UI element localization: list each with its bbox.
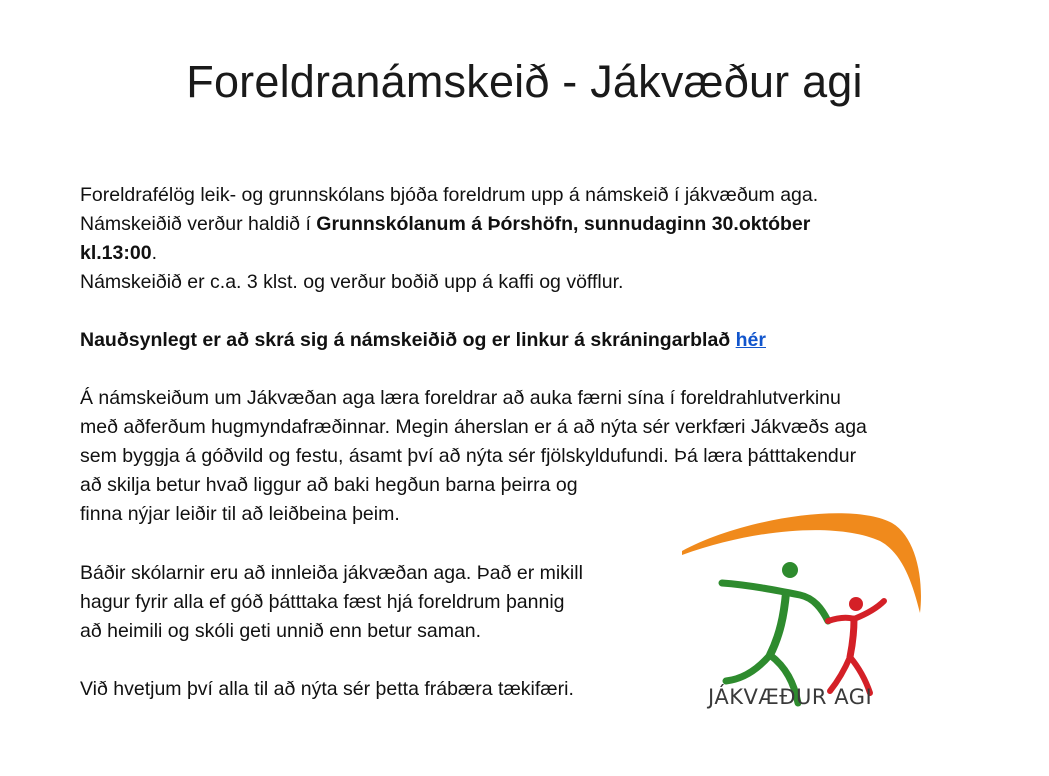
- description-line-4: að skilja betur hvað liggur að baki hegðun barna þeirra og: [80, 474, 578, 496]
- intro-time: kl.13:00: [80, 242, 152, 264]
- intro-line-1: Foreldrafélög leik- og grunnskólans bjóða foreldrum upp á námskeið í jákvæðum aga.: [80, 184, 819, 206]
- registration-paragraph: [80, 326, 980, 355]
- intro-time-suffix: .: [151, 242, 157, 264]
- page-title: Foreldranámskeið - Jákvæður agi: [186, 56, 863, 107]
- schools-line-2: hagur fyrir alla ef góð þátttaka fæst hjá foreldrum þannig: [80, 591, 565, 613]
- registration-text: Nauðsynlegt er að skrá sig á námskeiðið og er linkur á skráningarblað: [80, 329, 736, 351]
- schools-paragraph: [80, 559, 680, 646]
- registration-link[interactable]: hér: [735, 329, 766, 351]
- logo-adult-figure: [722, 562, 828, 703]
- description-line-2: með aðferðum hugmyndafræðinnar. Megin áherslan er á að nýta sér verkfæri Jákvæðs aga: [80, 416, 867, 438]
- logo-child-figure: [828, 597, 884, 693]
- description-line-1: Á námskeiðum um Jákvæðan aga læra foreldrar að auka færni sína í foreldrahlutverkinu: [80, 387, 841, 409]
- intro-location-date: Grunnskólanum á Þórshöfn, sunnudaginn 30.október: [316, 213, 811, 235]
- closing-paragraph: Við hvetjum því alla til að nýta sér þetta frábæra tækifæri.: [80, 678, 574, 700]
- description-line-3: sem byggja á góðvild og festu, ásamt því að nýta sér fjölskyldufundi. Þá læra þátttakendur: [80, 445, 857, 467]
- schools-line-1: Báðir skólarnir eru að innleiða jákvæðan aga. Það er mikill: [80, 562, 583, 584]
- intro-paragraph: [80, 181, 980, 297]
- intro-line-4: Námskeiðið er c.a. 3 klst. og verður boðið upp á kaffi og vöfflur.: [80, 271, 624, 293]
- intro-line-2-prefix: Námskeiðið verður haldið í: [80, 213, 317, 235]
- schools-line-3: að heimili og skóli geti unnið enn betur saman.: [80, 620, 482, 642]
- jakvaedur-agi-logo: [680, 505, 930, 720]
- description-line-5: finna nýjar leiðir til að leiðbeina þeim.: [80, 503, 400, 525]
- logo-label: JÁKVÆÐUR AGI: [708, 685, 873, 709]
